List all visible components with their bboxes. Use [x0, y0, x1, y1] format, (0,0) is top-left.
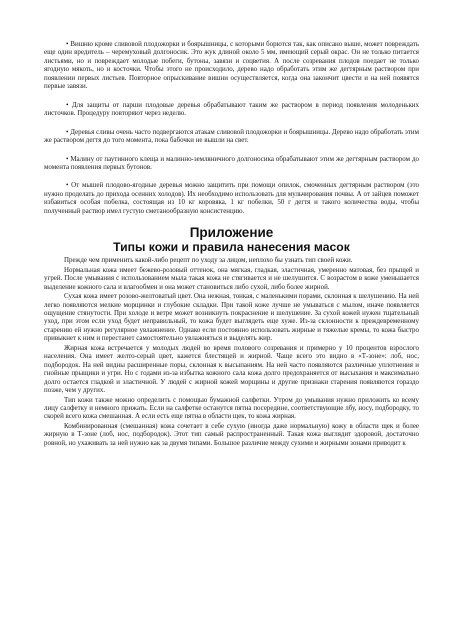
intro-paragraph: Прежде чем применить какой-либо рецепт по уходу за лицом, неплохо бы узнать тип своей кожи.: [64, 256, 353, 265]
combination-skin-paragraph: Комбинированная (смешанная) кожа сочетает в себе сухую (иногда даже нормальную) кожу в области щек и более жирную в Т-зоне (лоб, нос, подбородок). Этот тип самый распространенный. Такая кожа выглядит здоровой, достаточно ровной, но ухаживать за ней нужно как за двумя типами. Большое различие между сухими и жирными зонами приводит к: [44, 421, 419, 447]
napkin-test-paragraph: Тип кожи также можно определить с помощью бумажной салфетки. Утром до умывания нужно приложить ко всему лицу салфетку и немного прижать. Если на салфетке останутся пятна посередине, соответствующие лбу, носу, подбородку, то скорей всего кожа смешанная. А если есть еще пятна в области щек, то кожа жирная.: [44, 395, 419, 421]
bullet-paragraph-mice: • От мышей плодово-ягодные деревья можно защитить при помощи опилок, смоченных дегтярным раствором (это нужно проделать до прихода осенних холодов). Их необходимо использовать для мульчирования почвы. А от зайцев поможет избавиться особая побелка, состоящая из 10 кг коровяка, 1 кг побелки, 50 г дегтя и такого количества воды, чтобы полученный раствор имел густую сметанообразную консистенцию.: [44, 181, 419, 215]
normal-skin-paragraph: Нормальная кожа имеет бежево-розовый оттенок, она мягкая, гладкая, эластичная, умеренно матовая, без прыщей и угрей. После умывания с использованием мыла такая кожа не стягивается и не шелушится. С возрастом в коже уменьшается выделение кожного сала и влагообмен и она может становиться либо сухой, либо более жирной.: [44, 265, 419, 291]
appendix-heading: Приложение: [189, 225, 274, 241]
bullet-paragraph-scab: • Для защиты от парши плодовые деревья обрабатывают таким же раствором в период появления молоденьких листочков. Процедуру повторяют через неделю.: [44, 100, 419, 118]
oily-skin-paragraph: Жирная кожа встречается у молодых людей во время полового созревания и примерно у 10 процентов взрослого населения. Она имеет желто-серый цвет, кажется блестящей и жирной. Чаще всего это видно в «Т-зоне»: лоб, нос, подбородок. На ней видны расширенные поры, склонная к высыпаниям. На ней часто появляются различные уплотнения и гнойные прыщики и угри. Но с годами из-за избытка кожного сала кожа долго предохраняется от высыхания и максимально долго остается гладкой и эластичной. У людей с жирной кожей морщины и другие признаки старения появляются гораздо позже, чем у других.: [44, 343, 419, 395]
section-heading: Типы кожи и правила нанесения масок: [113, 240, 350, 255]
bullet-paragraph-raspberry: • Малину от паутинного клеща и малинно-земляничного долгоносика обрабатывают этим же дегтярным раствором до момента появления первых бутонов.: [44, 154, 419, 171]
bullet-paragraph-cherry: • Вишню кроме сливовой плодожорки и боярышницы, с которыми борются так, как описано выше, может повреждать еще один вредитель – черемуховый долгоносик. Это жук длиной около 5 мм, имеющий серый окрас. Он не только питается листьями, но и повреждает молодые побеги, бутоны, завязи и соцветия. А после созревания плодов поедает не только ягодную мякоть, но и косточки. Чтобы этого не происходило, дерево надо обработать этим же дегтярным раствором при появлении первых листьев. Повторное опрыскивание вишни осуществляется, когда она закончит цвести и на ней появятся первые завязи.: [44, 40, 419, 91]
bullet-paragraph-plum: • Деревья сливы очень часто подвергаются атакам сливовой плодожорки и боярышницы. Дерево надо обработать этим же раствором дегтя до того момента, пока бабочки не вышли на свет.: [44, 127, 419, 145]
dry-skin-paragraph: Сухая кожа имеет розово-желтоватый цвет. Она нежная, тонкая, с маленькими порами, склонная к шелушению. На ней легко появляются мелкие морщинки и глубокие складки. При такой коже лучше не умываться с мылом, иначе появляется ощущение стянутости. При холоде и ветре может возникнуть покраснение и шелушение. За сухой кожей нужен тщательный уход, при этом если уход будет неправильный, то кожа будет выглядеть еще хуже. Из-за склонности к преждевременному старению ей нужно регулярное увлажнение. Однако если постоянно использовать жирные и тяжелые кремы, то кожа быстро привыкнет к ним и перестанет самостоятельно увлажняться и выделять жир.: [44, 292, 419, 343]
